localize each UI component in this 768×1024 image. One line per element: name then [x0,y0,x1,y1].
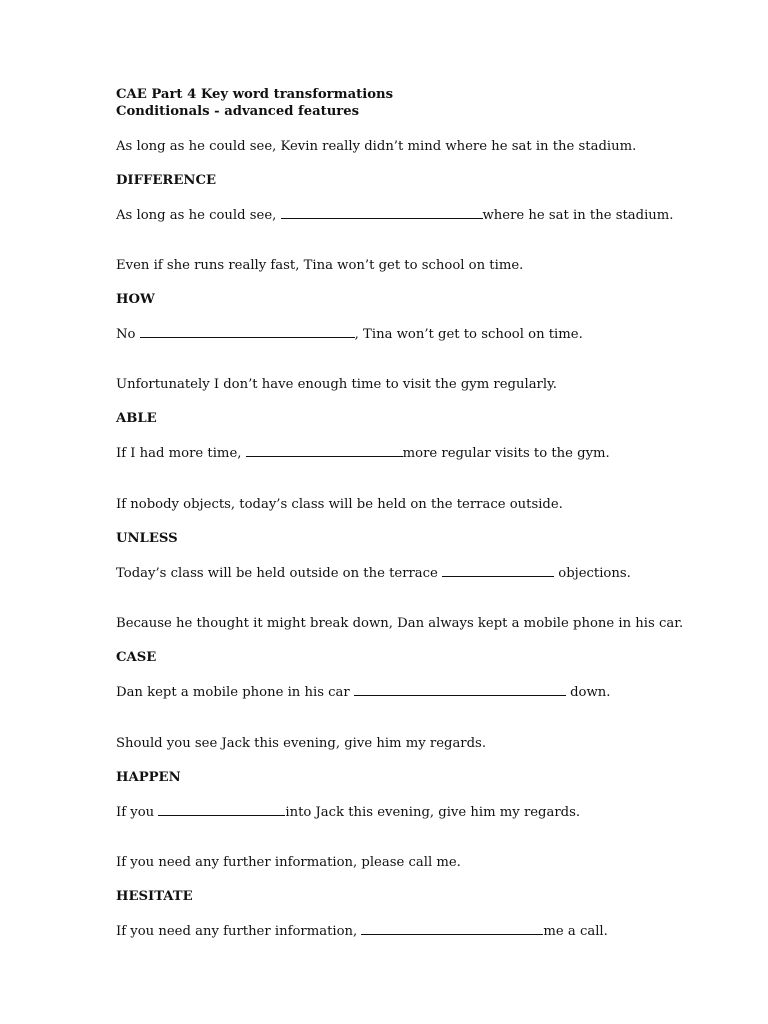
question-item-2 [116,257,583,343]
question-item-3 [116,376,610,462]
original-sentence: If nobody objects, today’s class will be held on the terrace outside. [116,497,563,512]
prompt-after: more regular visits to the gym. [402,446,610,461]
transformation-prompt [116,325,583,343]
prompt-after: into Jack this evening, give him my regards. [285,805,581,820]
worksheet [116,86,716,939]
worksheet-title: CAE Part 4 Key word transformations [116,87,394,102]
transformation-prompt [116,444,610,462]
transformation-prompt [116,206,673,224]
answer-blank[interactable] [442,564,554,577]
original-sentence: As long as he could see, Kevin really didn’t mind where he sat in the stadium. [116,139,637,154]
question-item-7 [116,854,608,940]
prompt-after: where he sat in the stadium. [482,208,674,223]
prompt-before: No [116,327,140,342]
key-word: ABLE [116,411,157,426]
original-sentence: Should you see Jack this evening, give him my regards. [116,736,487,751]
prompt-after: , Tina won’t get to school on time. [354,327,583,342]
key-word: HOW [116,292,155,307]
key-word: UNLESS [116,531,178,546]
key-word: DIFFERENCE [116,173,216,188]
answer-blank[interactable] [361,922,543,935]
answer-blank[interactable] [354,683,566,696]
original-sentence: Unfortunately I don’t have enough time to visit the gym regularly. [116,377,557,392]
answer-blank[interactable] [281,206,483,219]
question-item-1 [116,138,673,224]
key-word: HAPPEN [116,770,181,785]
question-item-5 [116,615,683,701]
prompt-after: me a call. [543,924,608,939]
answer-blank[interactable] [158,803,285,816]
key-word: CASE [116,650,157,665]
prompt-before: If you [116,805,159,820]
prompt-before: Today’s class will be held outside on the terrace [116,566,443,581]
prompt-before: As long as he could see, [116,208,281,223]
answer-blank[interactable] [246,444,403,457]
answer-blank[interactable] [140,325,355,338]
question-item-4 [116,496,631,582]
original-sentence: Even if she runs really fast, Tina won’t get to school on time. [116,258,524,273]
worksheet-header [116,86,716,120]
key-word: HESITATE [116,889,193,904]
transformation-prompt [116,803,580,821]
prompt-before: If you need any further information, [116,924,362,939]
original-sentence: Because he thought it might break down, Dan always kept a mobile phone in his car. [116,616,684,631]
original-sentence: If you need any further information, please call me. [116,855,461,870]
transformation-prompt [116,683,683,701]
question-item-6 [116,735,580,821]
prompt-after: objections. [554,566,631,581]
transformation-prompt [116,564,631,582]
worksheet-subtitle: Conditionals - advanced features [116,104,360,119]
prompt-after: down. [565,685,611,700]
prompt-before: If I had more time, [116,446,246,461]
transformation-prompt [116,922,608,940]
prompt-before: Dan kept a mobile phone in his car [116,685,354,700]
